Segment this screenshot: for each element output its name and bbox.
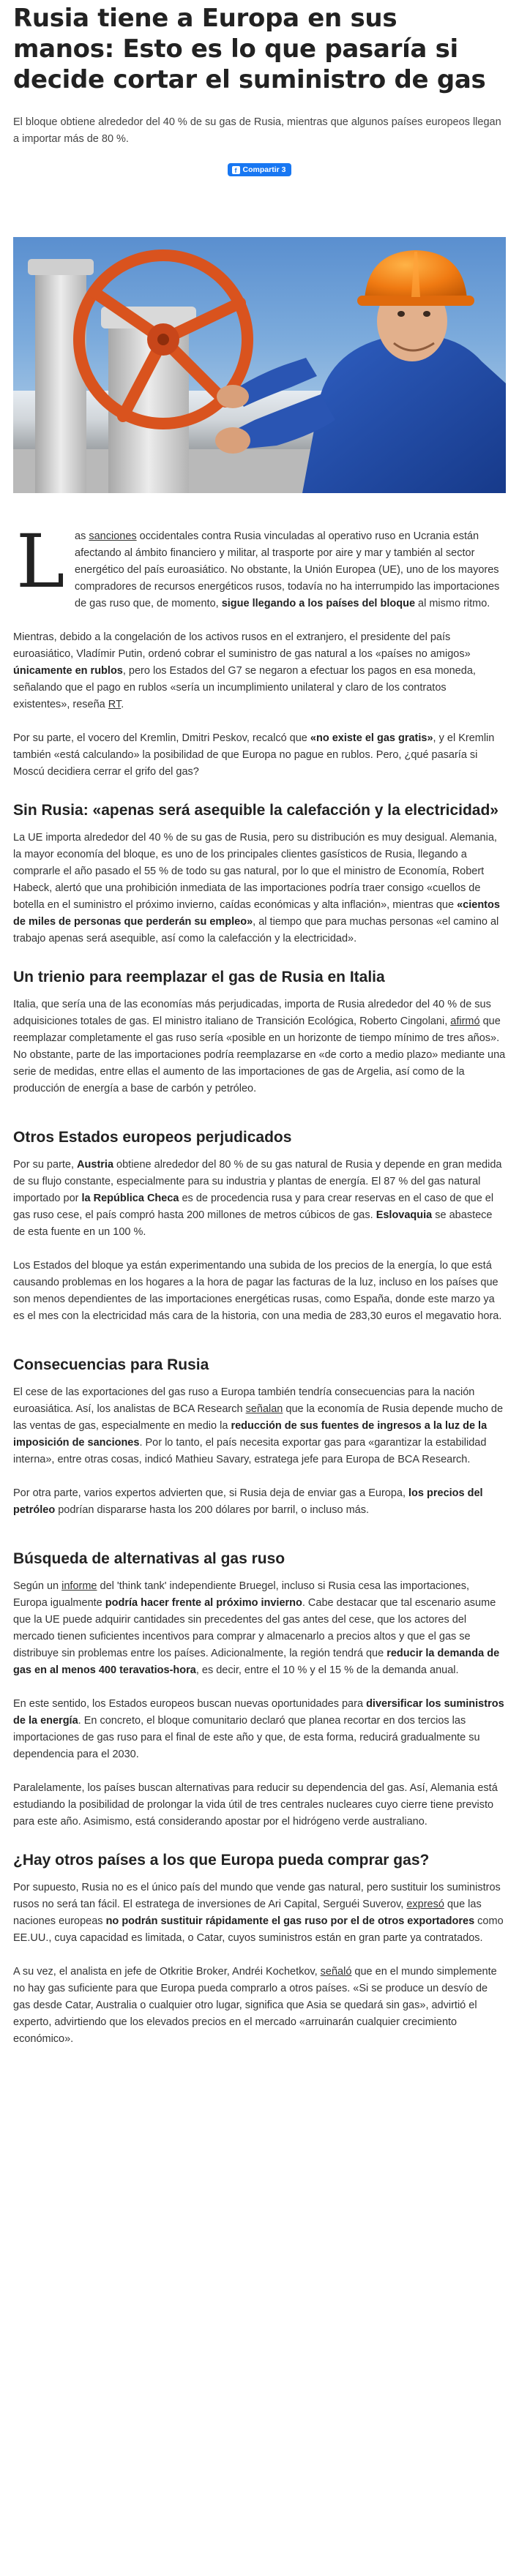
section-heading: Búsqueda de alternativas al gas ruso (13, 1550, 285, 1567)
inline-link[interactable]: señaló (320, 1966, 352, 1978)
section-heading: ¿Hay otros países a los que Europa pueda comprar gas? (13, 1852, 430, 1869)
paragraph: Italia, que sería una de las economías más perjudicadas, importa de Rusia alrededor del 40 % de sus adquisiciones totales de gas. El ministro italiano de Transición Ecológica, Roberto Cingolani, afirmó que reemplazar completamente el gas ruso sería «posible en un horizonte de tiempo mínimo de tres años». No obstante, parte de las importaciones podría reemplazarse en «de corto a medio plazo» mediante una serie de medidas, entre ellas el aumento de las importaciones de gas de Argelia, así como de la producción de energía a base de carbón y petróleo. (13, 999, 506, 1094)
article-body (13, 519, 506, 2048)
section-heading: Otros Estados europeos perjudicados (13, 1129, 292, 1146)
bold-text: «no existe el gas gratis» (310, 732, 433, 744)
paragraph: A su vez, el analista en jefe de Otkritie Broker, Andréi Kochetkov, señaló que en el mundo simplemente no hay gas suficiente para que Europa pueda comprarlo a otros países. «Si se produce un desvío de gas desde Catar, Australia o cualquier otro lugar, significa que Asia se quedará sin gas», advirtió el experto, advirtiendo que los elevados precios en el mercado «arruinarán cualquier crecimiento económico». (13, 1966, 497, 2045)
paragraph: Por su parte, el vocero del Kremlin, Dmitri Peskov, recalcó que «no existe el gas gratis», y el Kremlin también «está calculando» la posibilidad de que Europa no pague en rublos. Pero, ¿qué pasaría si Moscú decidiera cerrar el grifo del gas? (13, 732, 495, 778)
article-section (13, 968, 506, 1097)
intro (13, 519, 506, 781)
inline-link[interactable]: sanciones (89, 530, 137, 542)
article-section (13, 1550, 506, 1830)
inline-link[interactable]: afirmó (450, 1015, 480, 1027)
bold-text: los precios del petróleo (13, 1487, 483, 1516)
article-section (13, 1851, 506, 2048)
paragraph: La UE importa alrededor del 40 % de su gas de Rusia, pero su distribución es muy desigual. Alemania, la mayor economía del bloque, es uno de los principales clientes gasísticos de Rusia, llegando a comprarle el año pasado el 55 % de todo su gas natural, por lo que el ministro de Economía, Robert Habeck, alertó que una prohibición inmediata de las importaciones podría traer consigo «cuellos de botella en el suministro el próximo invierno, caídas económicas y alta inflación», mientras que «cientos de miles de personas que perderán su empleo», al tiempo que para muchas personas «el camino al trabajo apenas será asequible, así como la calefacción y la electricidad». (13, 832, 500, 945)
article-section (13, 801, 506, 947)
section-heading: Consecuencias para Rusia (13, 1356, 209, 1373)
bold-text: la República Checa (81, 1193, 179, 1204)
section-heading: Sin Rusia: «apenas será asequible la calefacción y la electricidad» (13, 802, 499, 819)
article-sections (13, 801, 506, 2048)
inline-link[interactable]: informe (61, 1580, 97, 1592)
paragraph: Por su parte, Austria obtiene alrededor del 80 % de su gas natural de Rusia y depende en gran medida de su flujo constante, especialmente para su industria y plantas de energía. El 87 % del gas natural importado por la República Checa es de procedencia rusa y para crear reservas en el caso de que el gas ruso cese, el país compró hasta 200 millones de metros cúbicos de gas. Eslovaquia se abastece de esta fuente en un 100 %. (13, 1159, 502, 1238)
share-row (13, 162, 506, 179)
section-heading: Un trienio para reemplazar el gas de Rusia en Italia (13, 969, 385, 985)
bold-text: reducir la demanda de gas en al menos 400 teravatios-hora (13, 1648, 500, 1676)
article-section (13, 1356, 506, 1519)
article-section (13, 1128, 506, 1325)
paragraph: as sanciones occidentales contra Rusia vinculadas al operativo ruso en Ucrania están afectando al ámbito financiero y militar, al trasporte por aire y mar y también al sector energético del país euroasiático. No obstante, la Unión Europea (UE), uno de los mayores compradores de recursos energéticos rusos, todavía no ha interrumpido las importaciones de gas ruso que, de momento, sigue llegando a los países del bloque al mismo ritmo. (75, 530, 500, 609)
inline-link[interactable]: RT (108, 699, 122, 710)
bold-text: Eslovaquia (376, 1209, 433, 1221)
paragraph: Según un informe del 'think tank' independiente Bruegel, incluso si Rusia cesa las importaciones, Europa igualmente podría hacer frente al próximo invierno. Cabe destacar que tal escenario asume que la UE puede adquirir cantidades sin precedentes del gas antes del cese, que los actores del mercado tienen suficientes incentivos para comprar y almacenarlo a precios altos y que el gas se distribuye sin problemas entre los países. Adicionalmente, la región tendrá que reducir la demanda de gas en al menos 400 teravatios-hora, es decir, entre el 10 % y el 15 % de la demanda anual. (13, 1580, 500, 1676)
bold-text: diversificar los suministros de la energía (13, 1698, 504, 1727)
article-lead: El bloque obtiene alrededor del 40 % de su gas de Rusia, mientras que algunos países europeos llegan a importar más de 80 %. (13, 116, 501, 145)
paragraph: Por otra parte, varios expertos advierten que, si Rusia deja de enviar gas a Europa, los precios del petróleo podrían dispararse hasta los 200 dólares por barril, o incluso más. (13, 1487, 483, 1516)
paragraph: Paralelamente, los países buscan alternativas para reducir su dependencia del gas. Así, Alemania está estudiando la posibilidad de prolongar la vida útil de tres centrales nucleares cuyo cierre tiene previsto para este año. Asimismo, está considerando apostar por el hidrógeno verde australiano. (13, 1782, 498, 1828)
hero-image (13, 237, 506, 493)
facebook-share-button[interactable] (228, 163, 292, 176)
paragraph: Los Estados del bloque ya están experimentando una subida de los precios de la energía, lo que está causando problemas en los hogares a la hora de pagar las facturas de la luz, incluso en los países que son menos dependientes de las importaciones energéticas rusas, como España, donde este marzo ya es el mes con la electricidad más cara de la historia, con una media de 283,30 euros el megavatio hora. (13, 1260, 502, 1322)
paragraph: En este sentido, los Estados europeos buscan nuevas oportunidades para diversificar los suministros de la energía. En concreto, el bloque comunitario declaró que planea recortar en dos tercios las importaciones de gas ruso para el final de este año y que, de esta forma, reducirá gradualmente su dependencia para el 2030. (13, 1698, 504, 1760)
gas-valve-worker-illustration (13, 237, 506, 493)
paragraph: Por supuesto, Rusia no es el único país del mundo que vende gas natural, pero sustituir los suministros rusos no será tan fácil. El estratega de inversiones de Ari Capital, Serguéi Suverov, expresó que las naciones europeas no podrán sustituir rápidamente el gas ruso por el de otros exportadores como EE.UU., cuya capacidad es limitada, o Catar, cuyos suministros están en gran parte ya contratados. (13, 1882, 504, 1944)
bold-text: no podrán sustituir rápidamente el gas ruso por el de otros exportadores (105, 1915, 475, 1927)
bold-text: Austria (77, 1159, 114, 1171)
inline-link[interactable]: expresó (406, 1899, 444, 1910)
share-label: Compartir 3 (242, 165, 286, 174)
page-title: Rusia tiene a Europa en sus manos: Esto es lo que pasaría si decide cortar el suministro de gas (13, 4, 486, 94)
bold-text: podría hacer frente al próximo invierno (105, 1597, 302, 1609)
paragraph: El cese de las exportaciones del gas ruso a Europa también tendría consecuencias para la nación euroasiática. Así, los analistas de BCA Research señalan que la economía de Rusia depende mucho de las ventas de gas, especialmente en medio la reducción de sus fuentes de ingresos a la luz de la imposición de sanciones. Por lo tanto, el país necesita exportar gas para «garantizar la estabilidad interna», entre otras cosas, indicó Mathieu Savary, estratega jefe para Europa de BCA Research. (13, 1386, 504, 1465)
drop-cap: L (16, 519, 65, 604)
inline-link[interactable]: señalan (245, 1403, 283, 1415)
bold-text: «cientos de miles de personas que perderán su empleo» (13, 899, 500, 928)
paragraph: Mientras, debido a la congelación de los activos rusos en el extranjero, el presidente del país euroasiático, Vladímir Putin, ordenó cobrar el suministro de gas natural a los «países no amigos» únicamente en rublos, pero los Estados del G7 se negaron a efectuar los pagos en esa moneda, señalando que el pago en rublos «sería un incumplimiento unilateral y claro de los contratos existentes», reseña RT. (13, 631, 476, 710)
facebook-icon: f (232, 166, 240, 174)
bold-text: únicamente en rublos (13, 665, 123, 677)
bold-text: sigue llegando a los países del bloque (221, 598, 416, 609)
bold-text: reducción de sus fuentes de ingresos a la luz de la imposición de sanciones (13, 1420, 488, 1449)
